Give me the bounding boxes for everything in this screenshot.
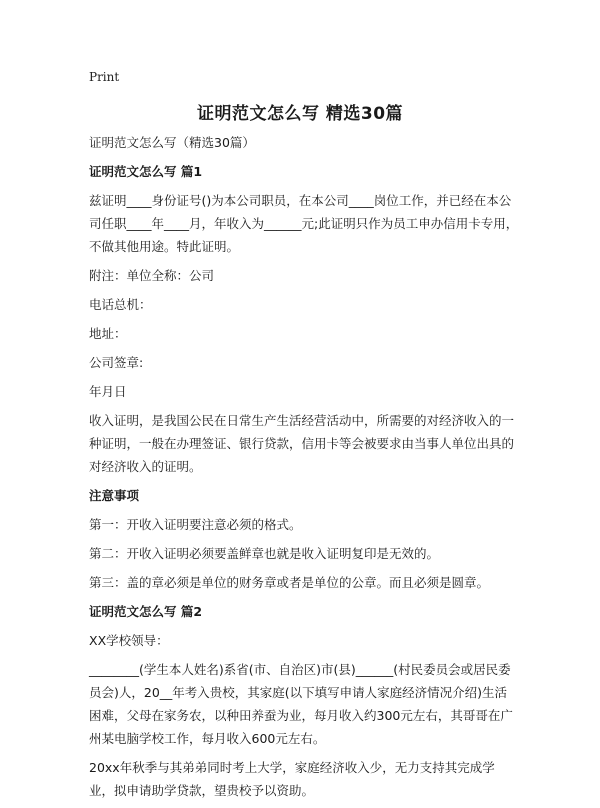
notes-item: 第一：开收入证明要注意必须的格式。 bbox=[89, 517, 302, 532]
notes-item: 第二：开收入证明必须要盖鲜章也就是收入证明复印是无效的。 bbox=[89, 546, 440, 561]
article-subtitle: 证明范文怎么写（精选30篇） bbox=[89, 135, 255, 150]
page-title: 证明范文怎么写 精选30篇 bbox=[196, 104, 404, 124]
section-1-paragraph: 电话总机： bbox=[89, 297, 152, 312]
section-2-paragraph: XX学校领导： bbox=[89, 633, 169, 648]
section-1-paragraph: 收入证明，是我国公民在日常生产生活经营活动中，所需要的对经济收入的一种证明，一般在办理签证、银行贷款，信用卡等会被要求由当事人单位出具的对经济收入的证明。 bbox=[89, 413, 515, 474]
section-1-paragraph: 附注：单位全称：公司 bbox=[89, 268, 215, 283]
section-2-paragraph: ________(学生本人姓名)系省(市、自治区)市(县)______(村民委员会或居民委员会)人，20__年考入贵校，其家庭(以下填写申请人家庭经济情况介绍)生活困难，父母在家务农，以种田养蚕为业，每月收入约300元左右，其哥哥在广州某电脑学校工作，每月收入600元左右。 bbox=[89, 662, 513, 746]
section-2-paragraph: 20xx年秋季与其弟弟同时考上大学，家庭经济收入少，无力支持其完成学业，拟申请助学贷款，望贵校予以资助。 bbox=[89, 760, 495, 798]
section-1-paragraph: 公司签章: bbox=[89, 355, 144, 370]
section-1-paragraph: 年月日 bbox=[89, 384, 127, 399]
notes-item: 第三：盖的章必须是单位的财务章或者是单位的公章。而且必须是圆章。 bbox=[89, 575, 490, 590]
section-1-paragraph: 地址： bbox=[89, 326, 127, 341]
notes-heading: 注意事项 bbox=[89, 488, 140, 503]
section-1-paragraph: 兹证明____身份证号()为本公司职员，在本公司____岗位工作，并已经在本公司任职____年____月，年收入为______元;此证明只作为员工申办信用卡专用，不做其他用途。特此证明。 bbox=[89, 193, 519, 254]
article-body bbox=[89, 131, 519, 808]
print-link[interactable]: Print bbox=[89, 70, 120, 84]
section-2-heading: 证明范文怎么写 篇2 bbox=[89, 604, 203, 619]
section-1-heading: 证明范文怎么写 篇1 bbox=[89, 164, 203, 179]
